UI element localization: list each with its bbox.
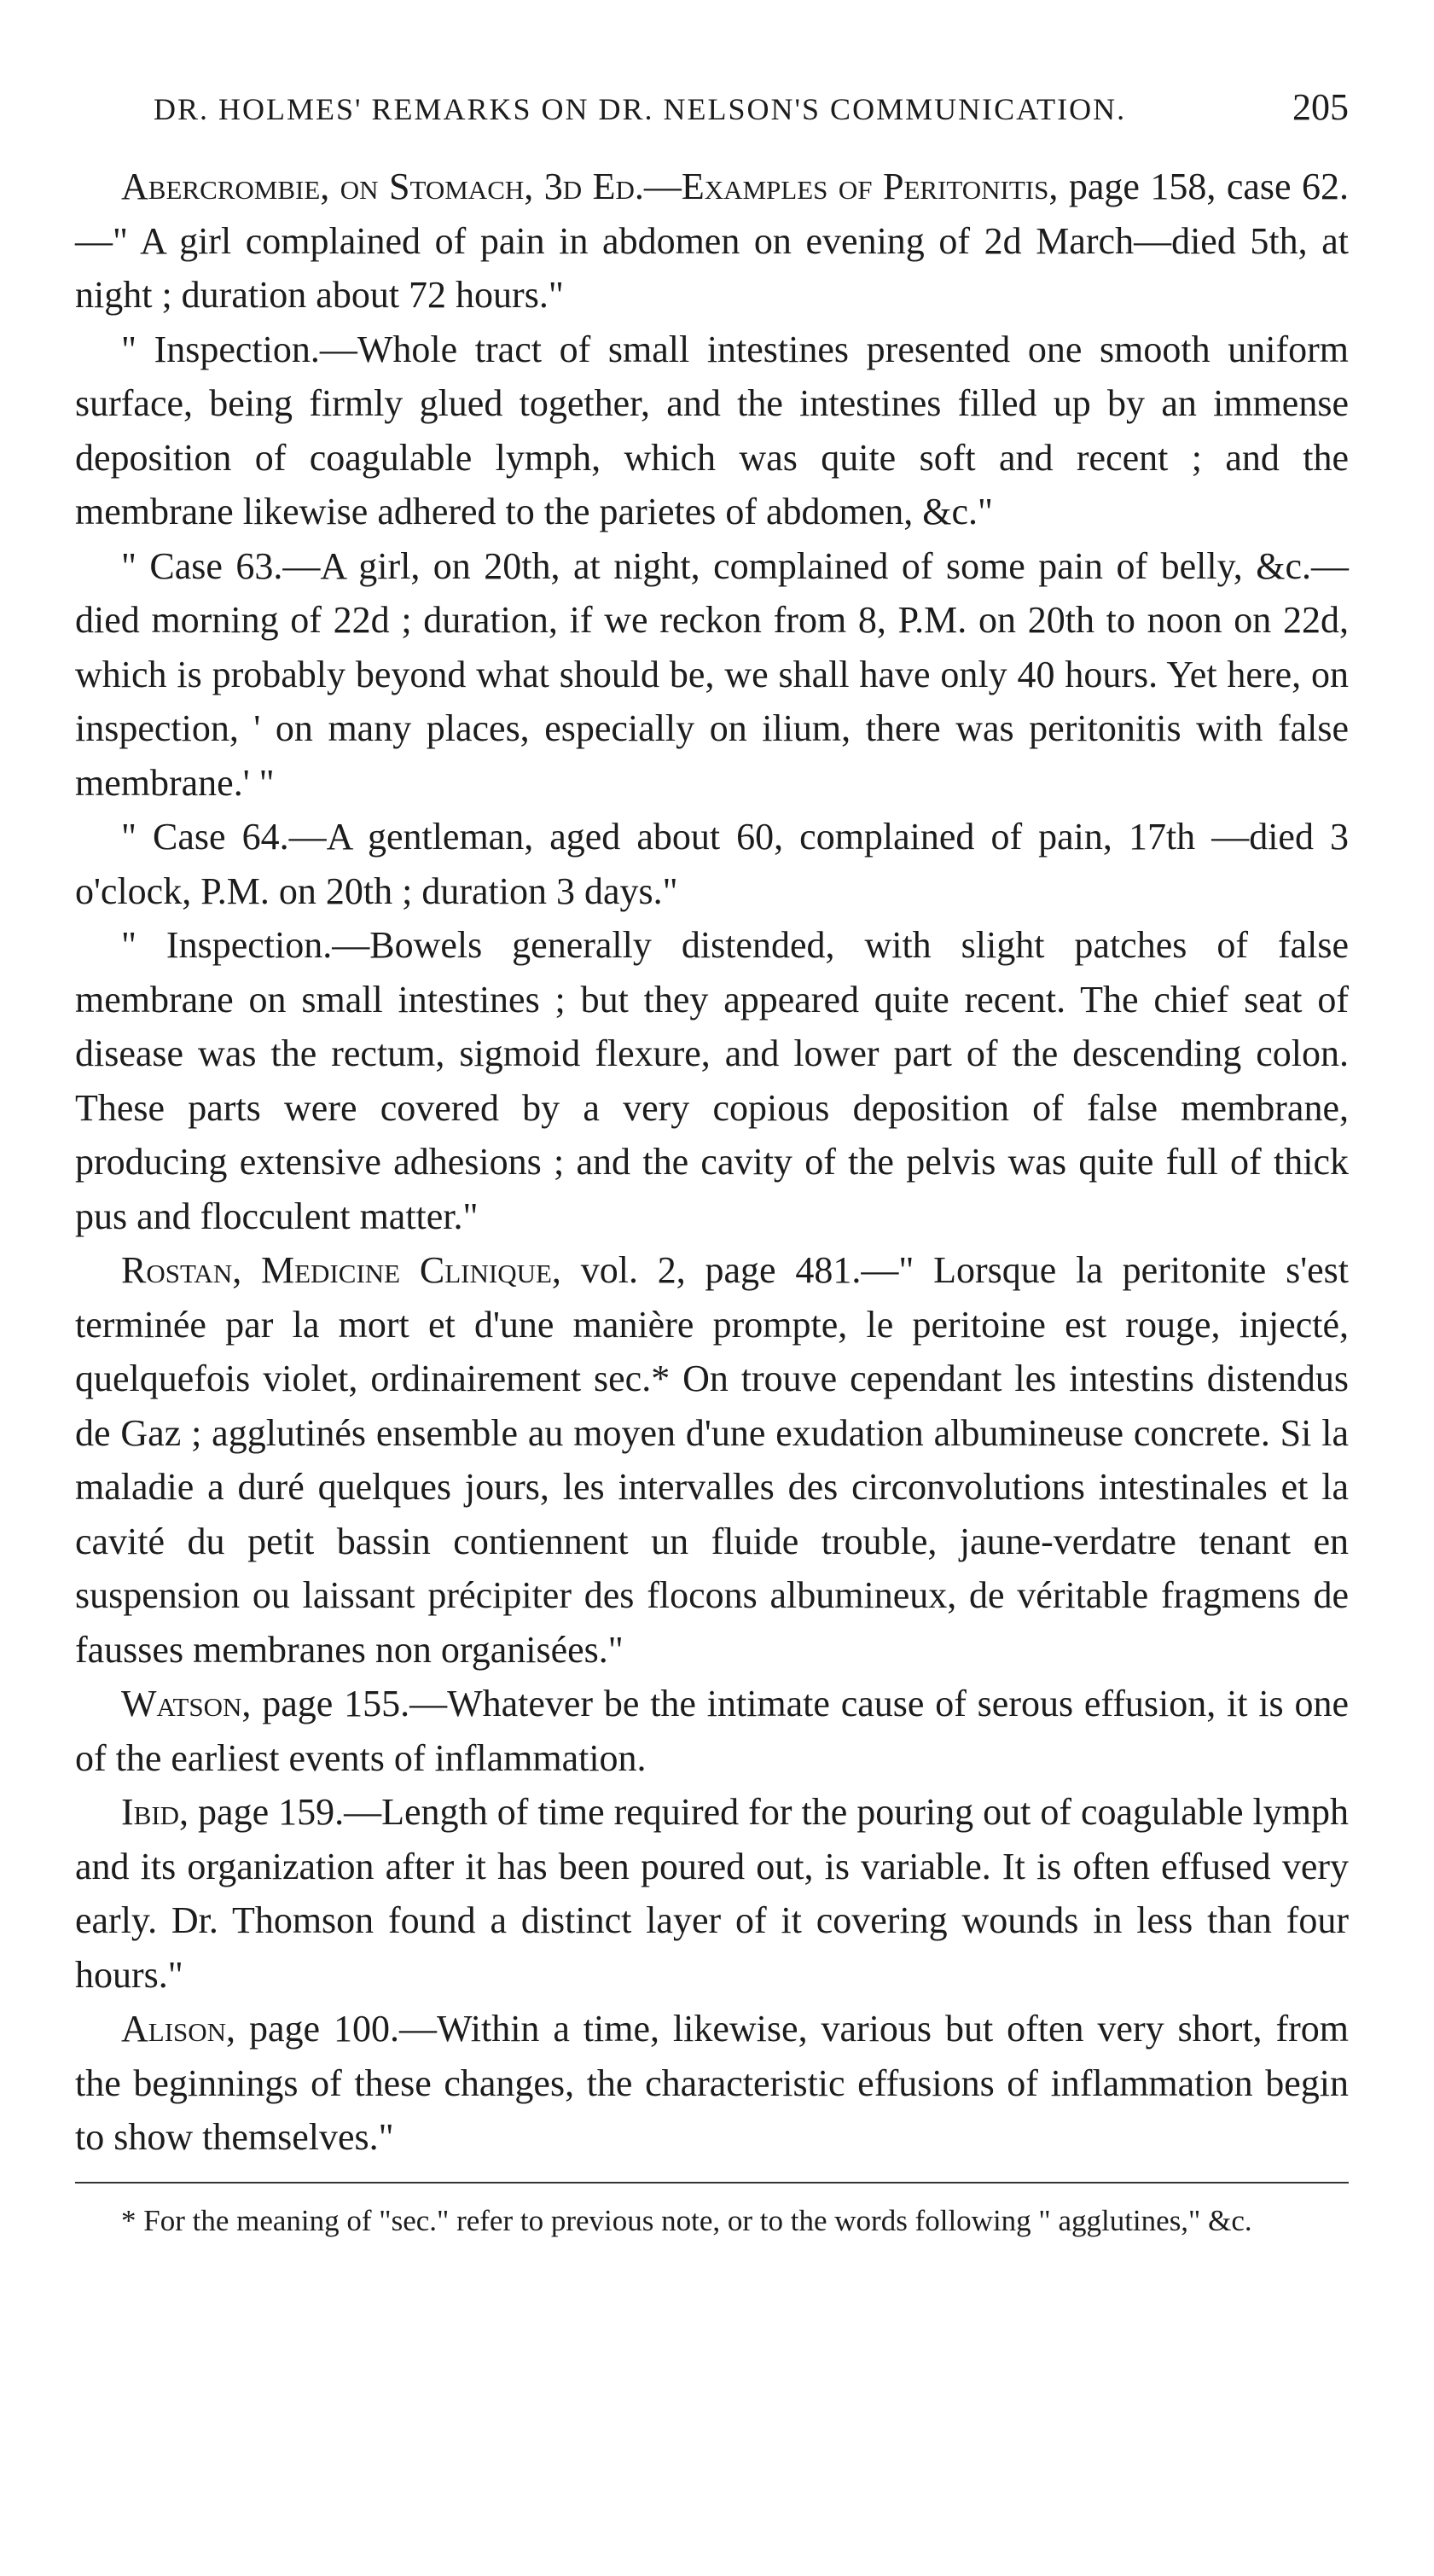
paragraph-text: " Inspection.—Bowels generally distended, with slight patches of false membrane on small intestines ; but they appeared quite recent. The chief seat of disease was the rectum, sigmoid flexure, and lower part of the descending colon. These parts were covered by a very copious deposition of false membrane, producing extensive adhesions ; and the cavity of the pelvis was quite full of thick pus and flocculent matter." — [75, 924, 1349, 1237]
page-number: 205 — [1292, 86, 1349, 128]
paragraph-text: page 155.—Whatever be the intimate cause of serous effusion, it is one of the earliest events of inflammation. — [75, 1683, 1349, 1779]
paragraph — [75, 1785, 1349, 2002]
source-citation: Rostan, Medicine Clinique, — [121, 1249, 561, 1291]
page-header — [75, 85, 1349, 129]
source-citation: Ibid, — [121, 1791, 189, 1833]
paragraph — [75, 160, 1349, 323]
running-head: DR. HOLMES' REMARKS ON DR. NELSON'S COMMUNICATION. — [154, 92, 1127, 126]
source-citation: Abercrombie, on Stomach, 3d Ed.—Examples of Peritonitis, — [121, 166, 1059, 207]
source-citation: Alison, — [121, 2008, 236, 2050]
paragraph — [75, 323, 1349, 539]
paragraph-text: page 159.—Length of time required for the pouring out of coagulable lymph and its organization after it has been poured out, is variable. It is often effused very early. Dr. Thomson found a distinct layer of it covering wounds in less than four hours." — [75, 1791, 1350, 1996]
source-citation: Watson, — [121, 1683, 252, 1724]
paragraph — [75, 1243, 1349, 1677]
paragraph — [75, 2002, 1349, 2165]
paragraph — [75, 810, 1349, 918]
footnote: * For the meaning of "sec." refer to previous note, or to the words following " agglutines," &c. — [121, 2203, 1252, 2237]
paragraph — [75, 1677, 1349, 1785]
footnote-divider — [75, 2182, 1349, 2183]
paragraph-text: " Case 63.—A girl, on 20th, at night, complained of some pain of belly, &c.—died morning of 22d ; duration, if we reckon from 8, P.M. on 20th to noon on 22d, which is probably beyond what should be, we shall have only 40 hours. Yet here, on inspection, ' on many places, especially on ilium, there was peritonitis with false membrane.' " — [75, 544, 1349, 804]
paragraph-text: vol. 2, page 481.—" Lorsque la peritonite s'est terminée par la mort et d'une manière prompte, le peritoine est rouge, injecté, quelquefois violet, ordinairement sec.* On trouve cependant les intestins distendus de Gaz ; agglutinés ensemble au moyen d'une exudation albumineuse concrete. Si la maladie a duré quelques jours, les intervalles des circonvolutions intestinales et la cavité du petit bassin contiennent un fluide trouble, jaune-verdatre tenant en suspension ou laissant précipiter des flocons albumineux, de véritable fragmens de fausses membranes non organisées." — [75, 1249, 1350, 1671]
paragraph-text: " Case 64.—A gentleman, aged about 60, complained of pain, 17th —died 3 o'clock, P.M. on 20th ; duration 3 days." — [75, 816, 1349, 912]
paragraph — [75, 539, 1349, 811]
paragraph-text: " Inspection.—Whole tract of small intestines presented one smooth uniform surface, being firmly glued together, and the intestines filled up by an immense deposition of coagulable lymph, which was quite soft and recent ; and the membrane likewise adhered to the parietes of abdomen, &c." — [75, 328, 1349, 532]
paragraph — [75, 918, 1349, 1243]
paragraph-text: page 158, case 62.—" A girl complained of pain in abdomen on evening of 2d March—died 5th, at night ; duration about 72 hours." — [75, 166, 1349, 316]
body-text — [75, 160, 1349, 2165]
paragraph-text: page 100.—Within a time, likewise, various but often very short, from the beginnings of these changes, the characteristic effusions of inflammation begin to show themselves." — [75, 2008, 1349, 2158]
